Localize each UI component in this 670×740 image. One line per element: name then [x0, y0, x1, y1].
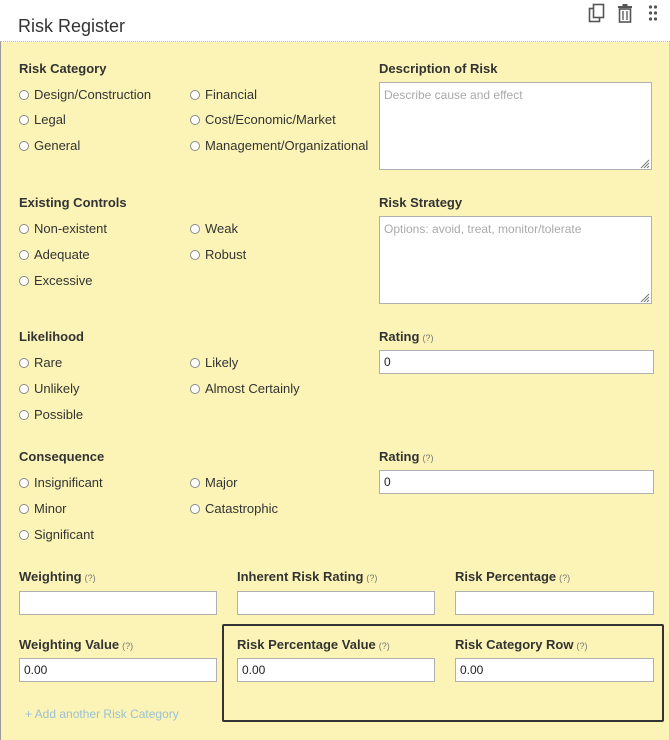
radio-icon[interactable]: [19, 115, 29, 125]
inherent-risk-rating-label: [237, 569, 377, 584]
radio-icon[interactable]: [190, 478, 200, 488]
radio-icon[interactable]: [190, 224, 200, 234]
radio-icon[interactable]: [19, 410, 29, 420]
option-label: Legal: [34, 112, 66, 127]
inherent-risk-rating-label-text: Inherent Risk Rating: [237, 569, 364, 584]
option-label: Unlikely: [34, 381, 80, 396]
option-label: Significant: [34, 527, 94, 542]
risk-category-option[interactable]: [19, 87, 151, 102]
option-label: Catastrophic: [205, 501, 278, 516]
option-label: Insignificant: [34, 475, 103, 490]
copy-icon[interactable]: [586, 2, 608, 24]
radio-icon[interactable]: [190, 90, 200, 100]
consequence-label: Consequence: [19, 449, 105, 464]
likelihood-label: Likelihood: [19, 329, 84, 344]
add-risk-category-link[interactable]: + Add another Risk Category: [25, 707, 179, 721]
risk-category-option[interactable]: [19, 138, 80, 153]
trash-icon[interactable]: [614, 2, 636, 24]
consequence-rating-input[interactable]: [379, 470, 654, 494]
option-label: Non-existent: [34, 221, 107, 236]
radio-icon[interactable]: [19, 478, 29, 488]
option-label: Robust: [205, 247, 247, 262]
help-icon[interactable]: (?): [378, 641, 390, 651]
option-label: Excessive: [34, 273, 93, 288]
weighting-input[interactable]: [19, 591, 217, 615]
option-label: Almost Certainly: [205, 381, 300, 396]
likelihood-option[interactable]: [19, 381, 80, 396]
radio-icon[interactable]: [190, 358, 200, 368]
option-label: Minor: [34, 501, 67, 516]
risk-category-row-label: [455, 637, 587, 652]
likelihood-rating-input[interactable]: [379, 350, 654, 374]
help-icon[interactable]: (?): [84, 573, 96, 583]
risk-category-option[interactable]: [190, 112, 336, 127]
radio-icon[interactable]: [19, 224, 29, 234]
likelihood-rating-label: [379, 329, 433, 344]
option-label: Financial: [205, 87, 258, 102]
weighting-label: [19, 569, 96, 584]
description-textarea[interactable]: [379, 82, 652, 170]
option-label: Rare: [34, 355, 63, 370]
header-tools: [586, 2, 664, 24]
radio-icon[interactable]: [19, 90, 29, 100]
weighting-value-label: [19, 637, 133, 652]
radio-icon[interactable]: [19, 250, 29, 260]
help-icon[interactable]: (?): [576, 641, 588, 651]
risk-strategy-label: Risk Strategy: [379, 195, 463, 210]
weighting-label-text: Weighting: [19, 569, 82, 584]
existing-controls-option[interactable]: [19, 247, 90, 262]
consequence-rating-label: [379, 449, 433, 464]
weighting-value-input[interactable]: [19, 658, 217, 682]
help-icon[interactable]: (?): [422, 333, 434, 343]
risk-percentage-input[interactable]: [455, 591, 654, 615]
consequence-option[interactable]: [190, 475, 238, 490]
existing-controls-label: Existing Controls: [19, 195, 127, 210]
description-label: Description of Risk: [379, 61, 498, 76]
radio-icon[interactable]: [190, 141, 200, 151]
radio-icon[interactable]: [19, 530, 29, 540]
radio-icon[interactable]: [190, 504, 200, 514]
radio-icon[interactable]: [190, 250, 200, 260]
radio-icon[interactable]: [190, 115, 200, 125]
rating-label-text: Rating: [379, 449, 420, 464]
risk-category-label: Risk Category: [19, 61, 107, 76]
inherent-risk-rating-input[interactable]: [237, 591, 435, 615]
option-label: Management/Organizational: [205, 138, 369, 153]
risk-category-row-input[interactable]: [455, 658, 654, 682]
help-icon[interactable]: (?): [366, 573, 378, 583]
rating-label-text: Rating: [379, 329, 420, 344]
option-label: Possible: [34, 407, 84, 422]
option-label: Major: [205, 475, 238, 490]
weighting-value-label-text: Weighting Value: [19, 637, 120, 652]
existing-controls-option[interactable]: [190, 221, 238, 236]
option-label: General: [34, 138, 81, 153]
drag-handle-icon[interactable]: [642, 2, 664, 24]
likelihood-option[interactable]: [190, 355, 238, 370]
likelihood-option[interactable]: [19, 407, 83, 422]
consequence-option[interactable]: [190, 501, 278, 516]
consequence-option[interactable]: [19, 475, 103, 490]
risk-percentage-value-input[interactable]: [237, 658, 435, 682]
option-label: Design/Construction: [34, 87, 152, 102]
option-label: Adequate: [34, 247, 90, 262]
radio-icon[interactable]: [190, 384, 200, 394]
risk-category-option[interactable]: [190, 87, 257, 102]
panel-title: Risk Register: [18, 16, 126, 36]
option-label: Weak: [205, 221, 238, 236]
panel-header: [0, 0, 670, 42]
risk-category-row-label-text: Risk Category Row: [455, 637, 574, 652]
radio-icon[interactable]: [19, 141, 29, 151]
risk-percentage-value-label: [237, 637, 390, 652]
risk-percentage-label-text: Risk Percentage: [455, 569, 557, 584]
risk-category-option[interactable]: [19, 112, 66, 127]
risk-percentage-label: [455, 569, 570, 584]
consequence-option[interactable]: [19, 501, 67, 516]
risk-percentage-value-label-text: Risk Percentage Value: [237, 637, 376, 652]
radio-icon[interactable]: [19, 358, 29, 368]
existing-controls-option[interactable]: [19, 221, 107, 236]
risk-category-option[interactable]: [190, 138, 368, 153]
risk-strategy-textarea[interactable]: [379, 216, 652, 304]
existing-controls-option[interactable]: [190, 247, 246, 262]
option-label: Likely: [205, 355, 239, 370]
likelihood-option[interactable]: [190, 381, 300, 396]
radio-icon[interactable]: [19, 276, 29, 286]
existing-controls-option[interactable]: [19, 273, 93, 288]
radio-icon[interactable]: [19, 504, 29, 514]
likelihood-option[interactable]: [19, 355, 62, 370]
consequence-option[interactable]: [19, 527, 94, 542]
radio-icon[interactable]: [19, 384, 29, 394]
help-icon[interactable]: (?): [559, 573, 571, 583]
help-icon[interactable]: (?): [122, 641, 134, 651]
help-icon[interactable]: (?): [422, 453, 434, 463]
option-label: Cost/Economic/Market: [205, 112, 336, 127]
